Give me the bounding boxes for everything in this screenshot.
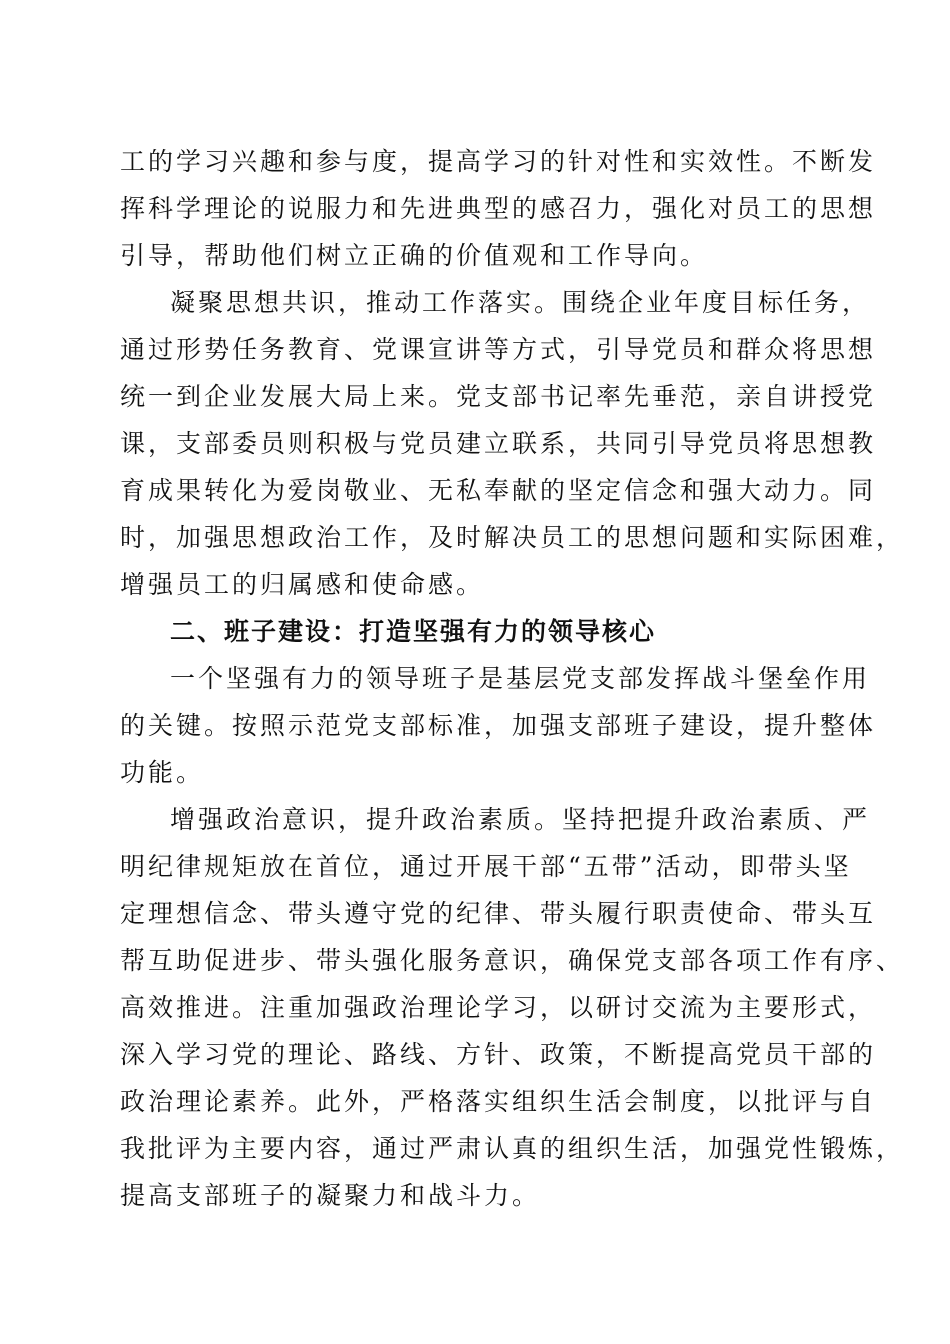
text-line: 增强员工的归属感和使命感。 [120,570,485,599]
text-line: 明纪律规矩放在首位，通过开展干部“五带”活动，即带头坚 [120,852,852,881]
text-line: 统一到企业发展大局上来。党支部书记率先垂范，亲自讲授党 [120,382,877,411]
text-line: 功能。 [120,758,205,787]
paragraph-start-line: 增强政治意识，提升政治素质。坚持把提升政治素质、严 [170,805,871,834]
text-line: 时，加强思想政治工作，及时解决员工的思想问题和实际困难， [120,523,905,552]
text-line: 高效推进。注重加强政治理论学习，以研讨交流为主要形式， [120,993,877,1022]
text-line: 我批评为主要内容，通过严肃认真的组织生活，加强党性锻炼， [120,1134,905,1163]
text-line: 引导，帮助他们树立正确的价值观和工作导向。 [120,241,709,270]
text-line: 提高支部班子的凝聚力和战斗力。 [120,1181,541,1210]
text-line: 工的学习兴趣和参与度，提高学习的针对性和实效性。不断发 [120,147,877,176]
text-line: 深入学习党的理论、路线、方针、政策，不断提高党员干部的 [120,1040,877,1069]
text-line: 帮互助促进步、带头强化服务意识，确保党支部各项工作有序、 [120,946,905,975]
section-heading: 二、班子建设：打造坚强有力的领导核心 [170,617,657,646]
text-line: 挥科学理论的说服力和先进典型的感召力，强化对员工的思想 [120,194,877,223]
text-line: 的关键。按照示范党支部标准，加强支部班子建设，提升整体 [120,711,877,740]
paragraph-start-line: 凝聚思想共识，推动工作落实。围绕企业年度目标任务， [170,288,871,317]
text-line: 定理想信念、带头遵守党的纪律、带头履行职责使命、带头互 [120,899,877,928]
paragraph-start-line: 一个坚强有力的领导班子是基层党支部发挥战斗堡垒作用 [170,664,871,693]
text-line: 通过形势任务教育、党课宣讲等方式，引导党员和群众将思想 [120,335,877,364]
text-line: 课，支部委员则积极与党员建立联系，共同引导党员将思想教 [120,429,877,458]
text-line: 育成果转化为爱岗敬业、无私奉献的坚定信念和强大动力。同 [120,476,877,505]
text-line: 政治理论素养。此外，严格落实组织生活会制度，以批评与自 [120,1087,877,1116]
